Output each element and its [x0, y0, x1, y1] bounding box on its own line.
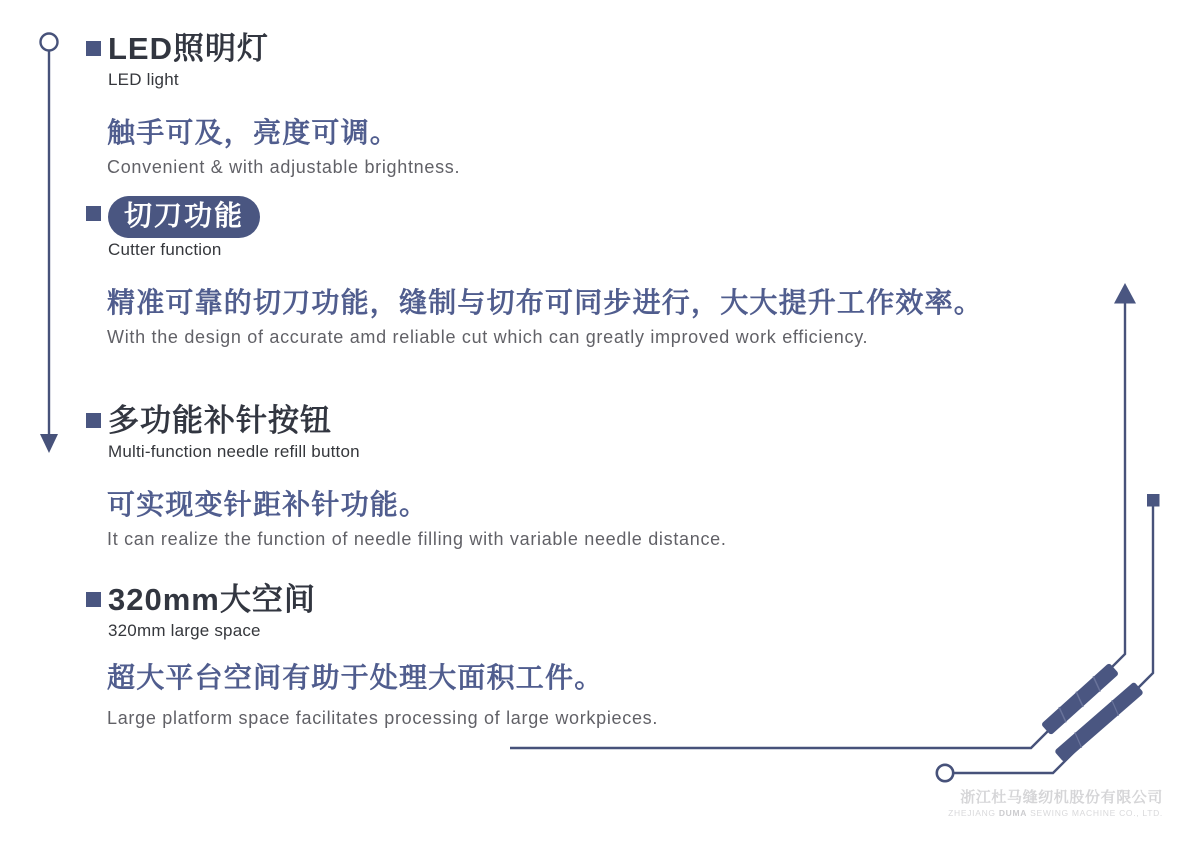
- feature-heading-row: [86, 196, 983, 238]
- square-bullet-icon: [86, 592, 101, 607]
- feature-title-en: Cutter function: [108, 240, 222, 259]
- feature-title-cn: LED照明灯: [108, 31, 269, 66]
- feature-desc-cn: 触手可及，亮度可调。: [107, 116, 400, 148]
- feature-title-en: LED light: [108, 69, 179, 89]
- square-bullet-icon: [86, 413, 101, 428]
- feature-title-en: Multi-function needle refill button: [108, 441, 360, 461]
- square-cap-icon: [1147, 494, 1160, 507]
- stitch-trace-inner: [954, 506, 1154, 773]
- feature-section-cutter-function: [86, 196, 983, 348]
- feature-title-en: 320mm large space: [108, 620, 261, 640]
- arrow-up-icon: [1114, 283, 1136, 304]
- feature-heading-row: [86, 582, 658, 619]
- feature-desc-cn: 精准可靠的切刀功能，缝制与切布可同步进行，大大提升工作效率。: [107, 287, 984, 318]
- feature-section-led-light: [86, 31, 460, 178]
- company-brand: DUMA: [998, 808, 1028, 818]
- feature-title-badge: 切刀功能: [108, 196, 260, 238]
- square-bullet-icon: [86, 206, 101, 221]
- feature-desc-cn: 可实现变针距补针功能。: [107, 488, 429, 520]
- feature-desc-cn: 超大平台空间有助于处理大面积工件。: [107, 661, 604, 693]
- company-name-en: [948, 808, 1163, 818]
- feature-section-large-space: [86, 582, 658, 729]
- stitch-bar-2: [1054, 681, 1144, 763]
- company-en-prefix: ZHEJIANG: [948, 808, 999, 818]
- square-bullet-icon: [86, 41, 101, 56]
- trace-end-circle-icon: [937, 765, 953, 781]
- feature-title-cn: 320mm大空间: [108, 582, 316, 617]
- feature-heading-row: [86, 31, 460, 68]
- company-en-suffix: SEWING MACHINE CO., LTD.: [1027, 808, 1163, 818]
- timeline-start-circle-icon: [41, 34, 58, 51]
- feature-section-needle-refill: [86, 403, 727, 550]
- company-name-cn: 浙江杜马缝纫机股份有限公司: [960, 789, 1163, 806]
- feature-desc-en: It can realize the function of needle filling with variable needle distance.: [107, 528, 727, 549]
- feature-desc-en: With the design of accurate amd reliable cut which can greatly improved work efficiency.: [107, 327, 869, 347]
- feature-desc-en: Convenient & with adjustable brightness.: [107, 156, 461, 177]
- feature-title-cn: 多功能补针按钮: [108, 403, 332, 438]
- feature-heading-row: [86, 403, 727, 440]
- feature-desc-en: Large platform space facilitates processing of large workpieces.: [107, 707, 659, 728]
- arrow-down-icon: [40, 434, 58, 453]
- stitch-bar-1: [1040, 662, 1119, 735]
- company-watermark: [948, 786, 1163, 818]
